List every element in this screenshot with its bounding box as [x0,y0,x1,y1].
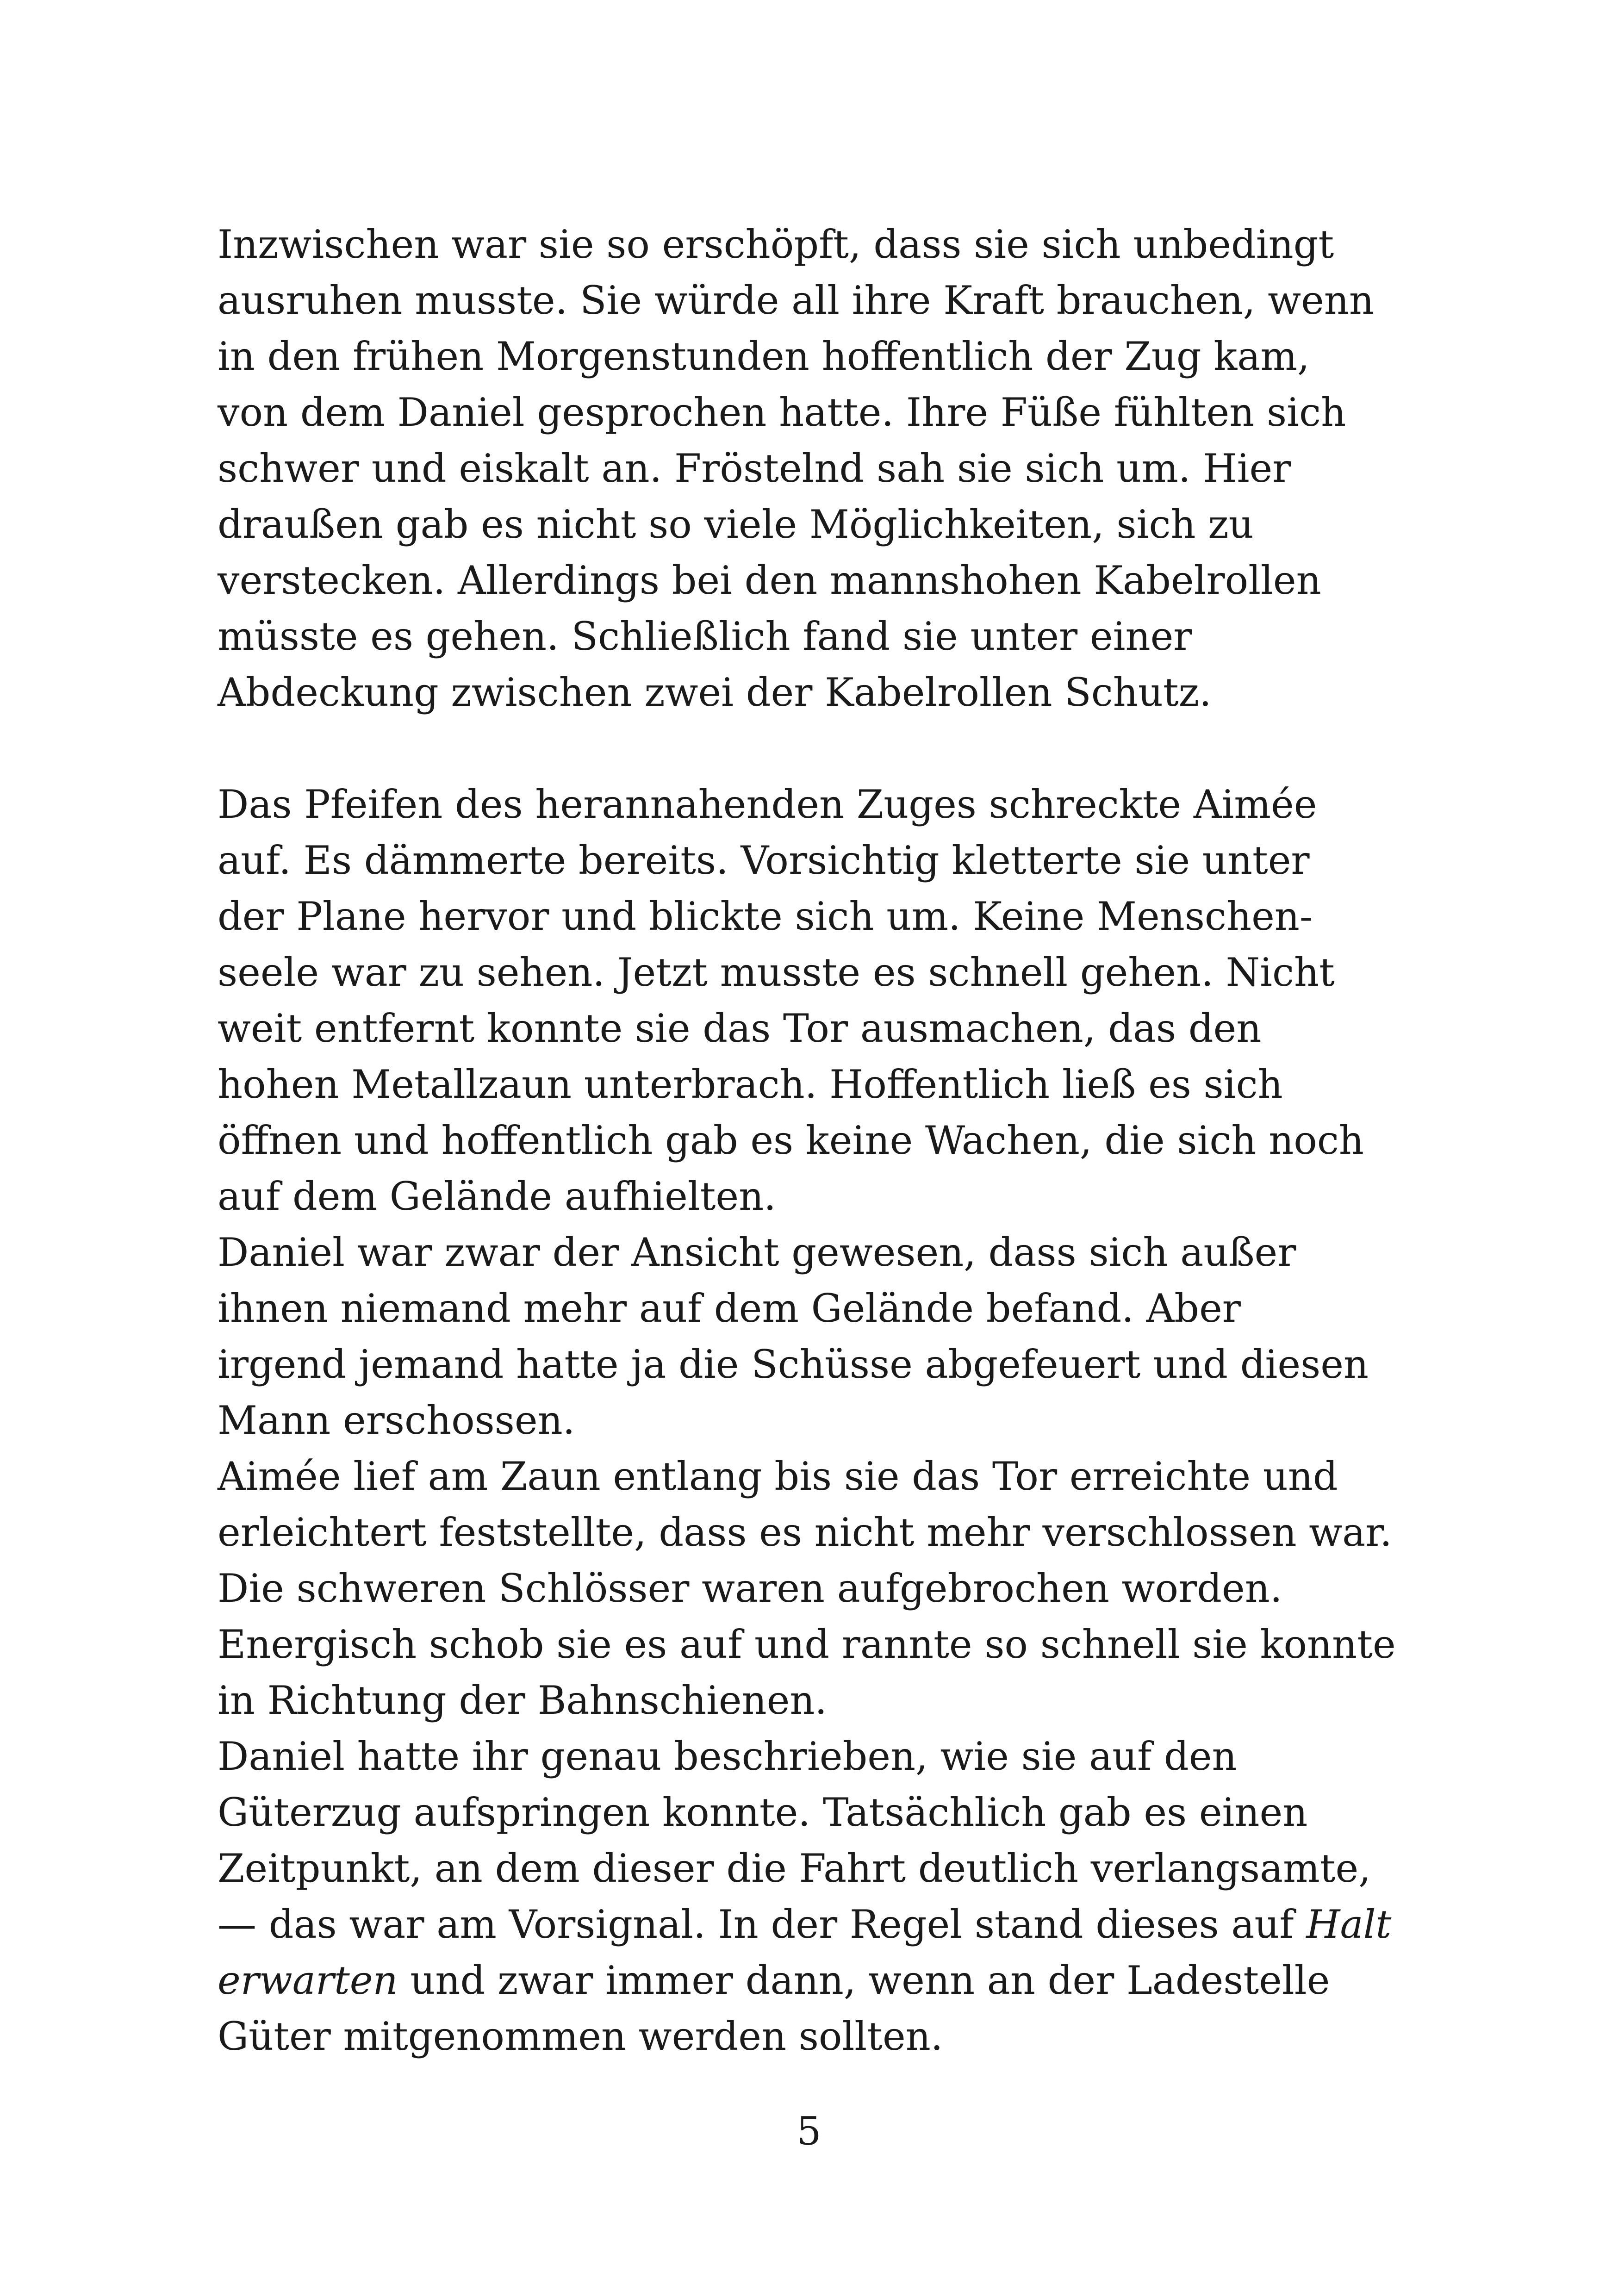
text-line: Aimée lief am Zaun entlang bis sie das Tor erreichte und [218,1454,1338,1499]
text-line: Das Pfeifen des herannahenden Zuges schreckte Aimée [218,782,1317,827]
text-line: in den frühen Morgenstunden hoffentlich der Zug kam, [218,334,1310,379]
italic-text: Halt [1306,1902,1392,1947]
paragraph-4 [218,1449,1396,1729]
text-line: Güterzug aufspringen konnte. Tatsächlich gab es einen [218,1790,1308,1835]
text-line: hohen Metallzaun unterbrach. Hoffentlich ließ es sich [218,1062,1283,1107]
text-line: der Plane hervor und blickte sich um. Keine Menschen- [218,894,1313,939]
paragraph-5 [218,1729,1392,2065]
text-line: öffnen und hoffentlich gab es keine Wachen, die sich noch [218,1118,1364,1163]
text-line: Daniel hatte ihr genau beschrieben, wie sie auf den [218,1734,1237,1779]
text-line: irgend jemand hatte ja die Schüsse abgefeuert und diesen [218,1342,1369,1387]
text-line: müsste es gehen. Schließlich fand sie unter einer [218,614,1192,659]
text-line: Energisch schob sie es auf und rannte so schnell sie konnte [218,1622,1396,1667]
text-line: Mann erschossen. [218,1398,575,1443]
text-line: Daniel war zwar der Ansicht gewesen, dass sich außer [218,1230,1296,1275]
text-run: und zwar immer dann, wenn an der Ladestelle [398,1958,1330,2003]
text-line: von dem Daniel gesprochen hatte. Ihre Füße fühlten sich [218,390,1346,435]
text-line: in Richtung der Bahnschienen. [218,1678,828,1723]
text-line: verstecken. Allerdings bei den mannshohen Kabelrollen [218,558,1321,603]
text-line: Die schweren Schlösser waren aufgebrochen worden. [218,1566,1282,1611]
paragraph-3 [218,1225,1369,1449]
text-line: seele war zu sehen. Jetzt musste es schnell gehen. Nicht [218,950,1335,995]
text-line: schwer und eiskalt an. Fröstelnd sah sie sich um. Hier [218,446,1291,491]
text-line [218,1953,1365,2009]
text-line: draußen gab es nicht so viele Möglichkeiten, sich zu [218,502,1254,547]
body-text [218,217,1396,2065]
text-run: — das war am Vorsignal. In der Regel stand dieses auf [218,1902,1307,1947]
text-line: erleichtert feststellte, dass es nicht mehr verschlossen war. [218,1510,1392,1555]
text-line: Inzwischen war sie so erschöpft, dass sie sich unbedingt [218,222,1334,267]
text-line: weit entfernt konnte sie das Tor ausmachen, das den [218,1006,1262,1051]
italic-text: erwarten [218,1958,398,2003]
text-line: ihnen niemand mehr auf dem Gelände befand. Aber [218,1286,1241,1331]
text-line: auf. Es dämmerte bereits. Vorsichtig kletterte sie unter [218,838,1310,883]
paragraph-1 [218,217,1374,721]
paragraph-2 [218,777,1365,1225]
paragraph-spacer [218,721,1365,777]
text-line: Zeitpunkt, an dem dieser die Fahrt deutlich verlangsamte, [218,1846,1371,1891]
text-line: auf dem Gelände aufhielten. [218,1174,776,1219]
text-line: Abdeckung zwischen zwei der Kabelrollen Schutz. [218,670,1212,715]
text-line: ausruhen musste. Sie würde all ihre Kraft brauchen, wenn [218,278,1374,323]
text-line [218,1897,1392,1953]
text-line: Güter mitgenommen werden sollten. [218,2014,943,2059]
page-number: 5 [797,2109,821,2154]
